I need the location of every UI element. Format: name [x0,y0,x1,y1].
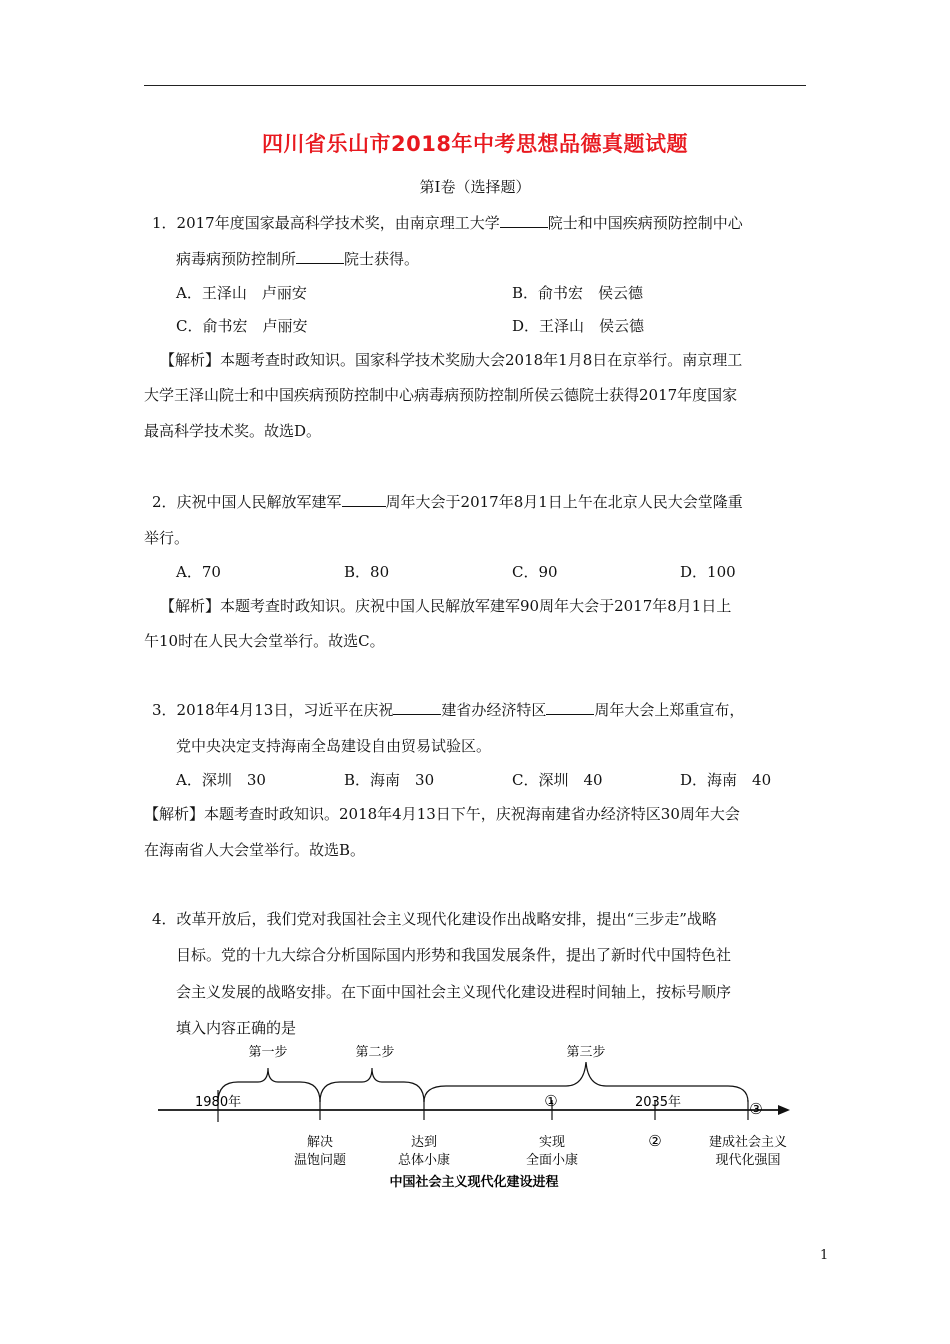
step1-label: 第一步 [248,1045,288,1060]
timeline-diagram [0,1040,950,1200]
answer-blank [342,492,386,507]
milestone-label-2b: 总体小康 [397,1153,451,1168]
milestone-label-4b: 现代化强国 [715,1153,781,1168]
q3-option-b: B．海南 30 [344,771,435,789]
milestone-label-3b: 全面小康 [525,1153,579,1168]
q3-option-d: D．海南 40 [680,771,772,789]
step2-label: 第二步 [355,1045,395,1060]
q1-stem-line-1 [152,213,743,233]
q1-analysis-line-1: 【解析】本题考查时政知识。国家科学技术奖励大会2018年1月8日在京举行。南京理工 [160,351,743,369]
q1-stem-text: 院士和中国疾病预防控制中心 [547,214,743,232]
step2-brace [320,1068,424,1102]
q2-stem-line-2: 举行。 [144,529,190,547]
page-title: 四川省乐山市2018年中考思想品德真题试题 [262,132,688,156]
header-rule [144,85,806,86]
milestone-label-1a: 解决 [306,1135,334,1150]
q1-option-a: A．王泽山 卢丽安 [176,284,307,302]
section-subtitle: 第Ⅰ卷（选择题） [419,178,531,196]
q4-stem-line-3: 会主义发展的战略安排。在下面中国社会主义现代化建设进程时间轴上，按标号顺序 [176,983,732,1001]
q1-option-d: D．王泽山 侯云德 [512,317,645,335]
q1-option-b: B．俞书宏 侯云德 [512,284,644,302]
q3-stem-text: 建省办经济特区 [441,701,547,719]
q2-option-a: A．70 [176,563,221,581]
q1-analysis-line-2: 大学王泽山院士和中国疾病预防控制中心病毒病预防控制所侯云德院士获得2017年度国家 [144,386,738,404]
answer-blank [296,249,344,264]
q2-option-c: C．90 [512,563,558,581]
q1-option-c: C．俞书宏 卢丽安 [176,317,308,335]
year-2035-label: 2035年 [634,1095,682,1110]
q3-stem-text: 3．2018年4月13日，习近平在庆祝 [152,701,394,719]
blank-marker-1: ① [544,1092,558,1110]
q3-analysis-line-2: 在海南省人大会堂举行。故选B。 [144,841,366,859]
answer-blank [393,700,441,715]
q2-stem-text: 周年大会于2017年8月1日上午在北京人民大会堂隆重 [385,493,743,511]
q2-stem-line-1 [152,492,743,512]
q1-stem-text: 1．2017年度国家最高科学技术奖，由南京理工大学 [152,214,500,232]
blank-marker-3: ③ [749,1100,763,1118]
q3-stem-text: 周年大会上郑重宣布， [594,701,745,719]
blank-marker-2: ② [648,1132,662,1150]
step3-brace [424,1062,748,1102]
q3-stem-line-2: 党中央决定支持海南全岛建设自由贸易试验区。 [176,737,492,755]
milestone-label-2a: 达到 [410,1135,438,1150]
q2-option-d: D．100 [680,563,736,581]
answer-blank [546,700,594,715]
q1-stem-text: 院士获得。 [344,250,420,268]
year-1980-label: 1980年 [195,1095,242,1110]
milestone-label-1b: 温饱问题 [293,1153,347,1168]
q4-stem-line-1: 4．改革开放后，我们党对我国社会主义现代化建设作出战略安排，提出“三步走”战略 [152,910,717,928]
milestone-label-3a: 实现 [538,1135,566,1150]
q1-stem-text: 病毒病预防控制所 [176,250,297,268]
page-number: 1 [820,1248,829,1263]
answer-blank [500,213,548,228]
step3-label: 第三步 [566,1045,606,1060]
q2-stem-text: 2．庆祝中国人民解放军建军 [152,493,342,511]
q3-option-a: A．深圳 30 [176,771,266,789]
q2-option-b: B．80 [344,563,390,581]
milestone-label-4a: 建成社会主义 [708,1135,788,1150]
q4-stem-line-2: 目标。党的十九大综合分析国际国内形势和我国发展条件，提出了新时代中国特色社 [176,946,732,964]
q4-stem-line-4: 填入内容正确的是 [176,1019,297,1037]
q3-analysis-line-1: 【解析】本题考查时政知识。2018年4月13日下午，庆祝海南建省办经济特区30周年大会 [144,805,740,823]
q3-option-c: C．深圳 40 [512,771,603,789]
q3-stem-line-1 [152,700,744,720]
q2-analysis-line-2: 午10时在人民大会堂举行。故选C。 [144,632,385,650]
axis-arrow-icon [778,1105,790,1115]
q2-analysis-line-1: 【解析】本题考查时政知识。庆祝中国人民解放军建军90周年大会于2017年8月1日上 [160,597,732,615]
diagram-caption: 中国社会主义现代化建设进程 [389,1175,559,1190]
q1-stem-line-2 [176,249,419,269]
q1-analysis-line-3: 最高科学技术奖。故选D。 [144,422,322,440]
